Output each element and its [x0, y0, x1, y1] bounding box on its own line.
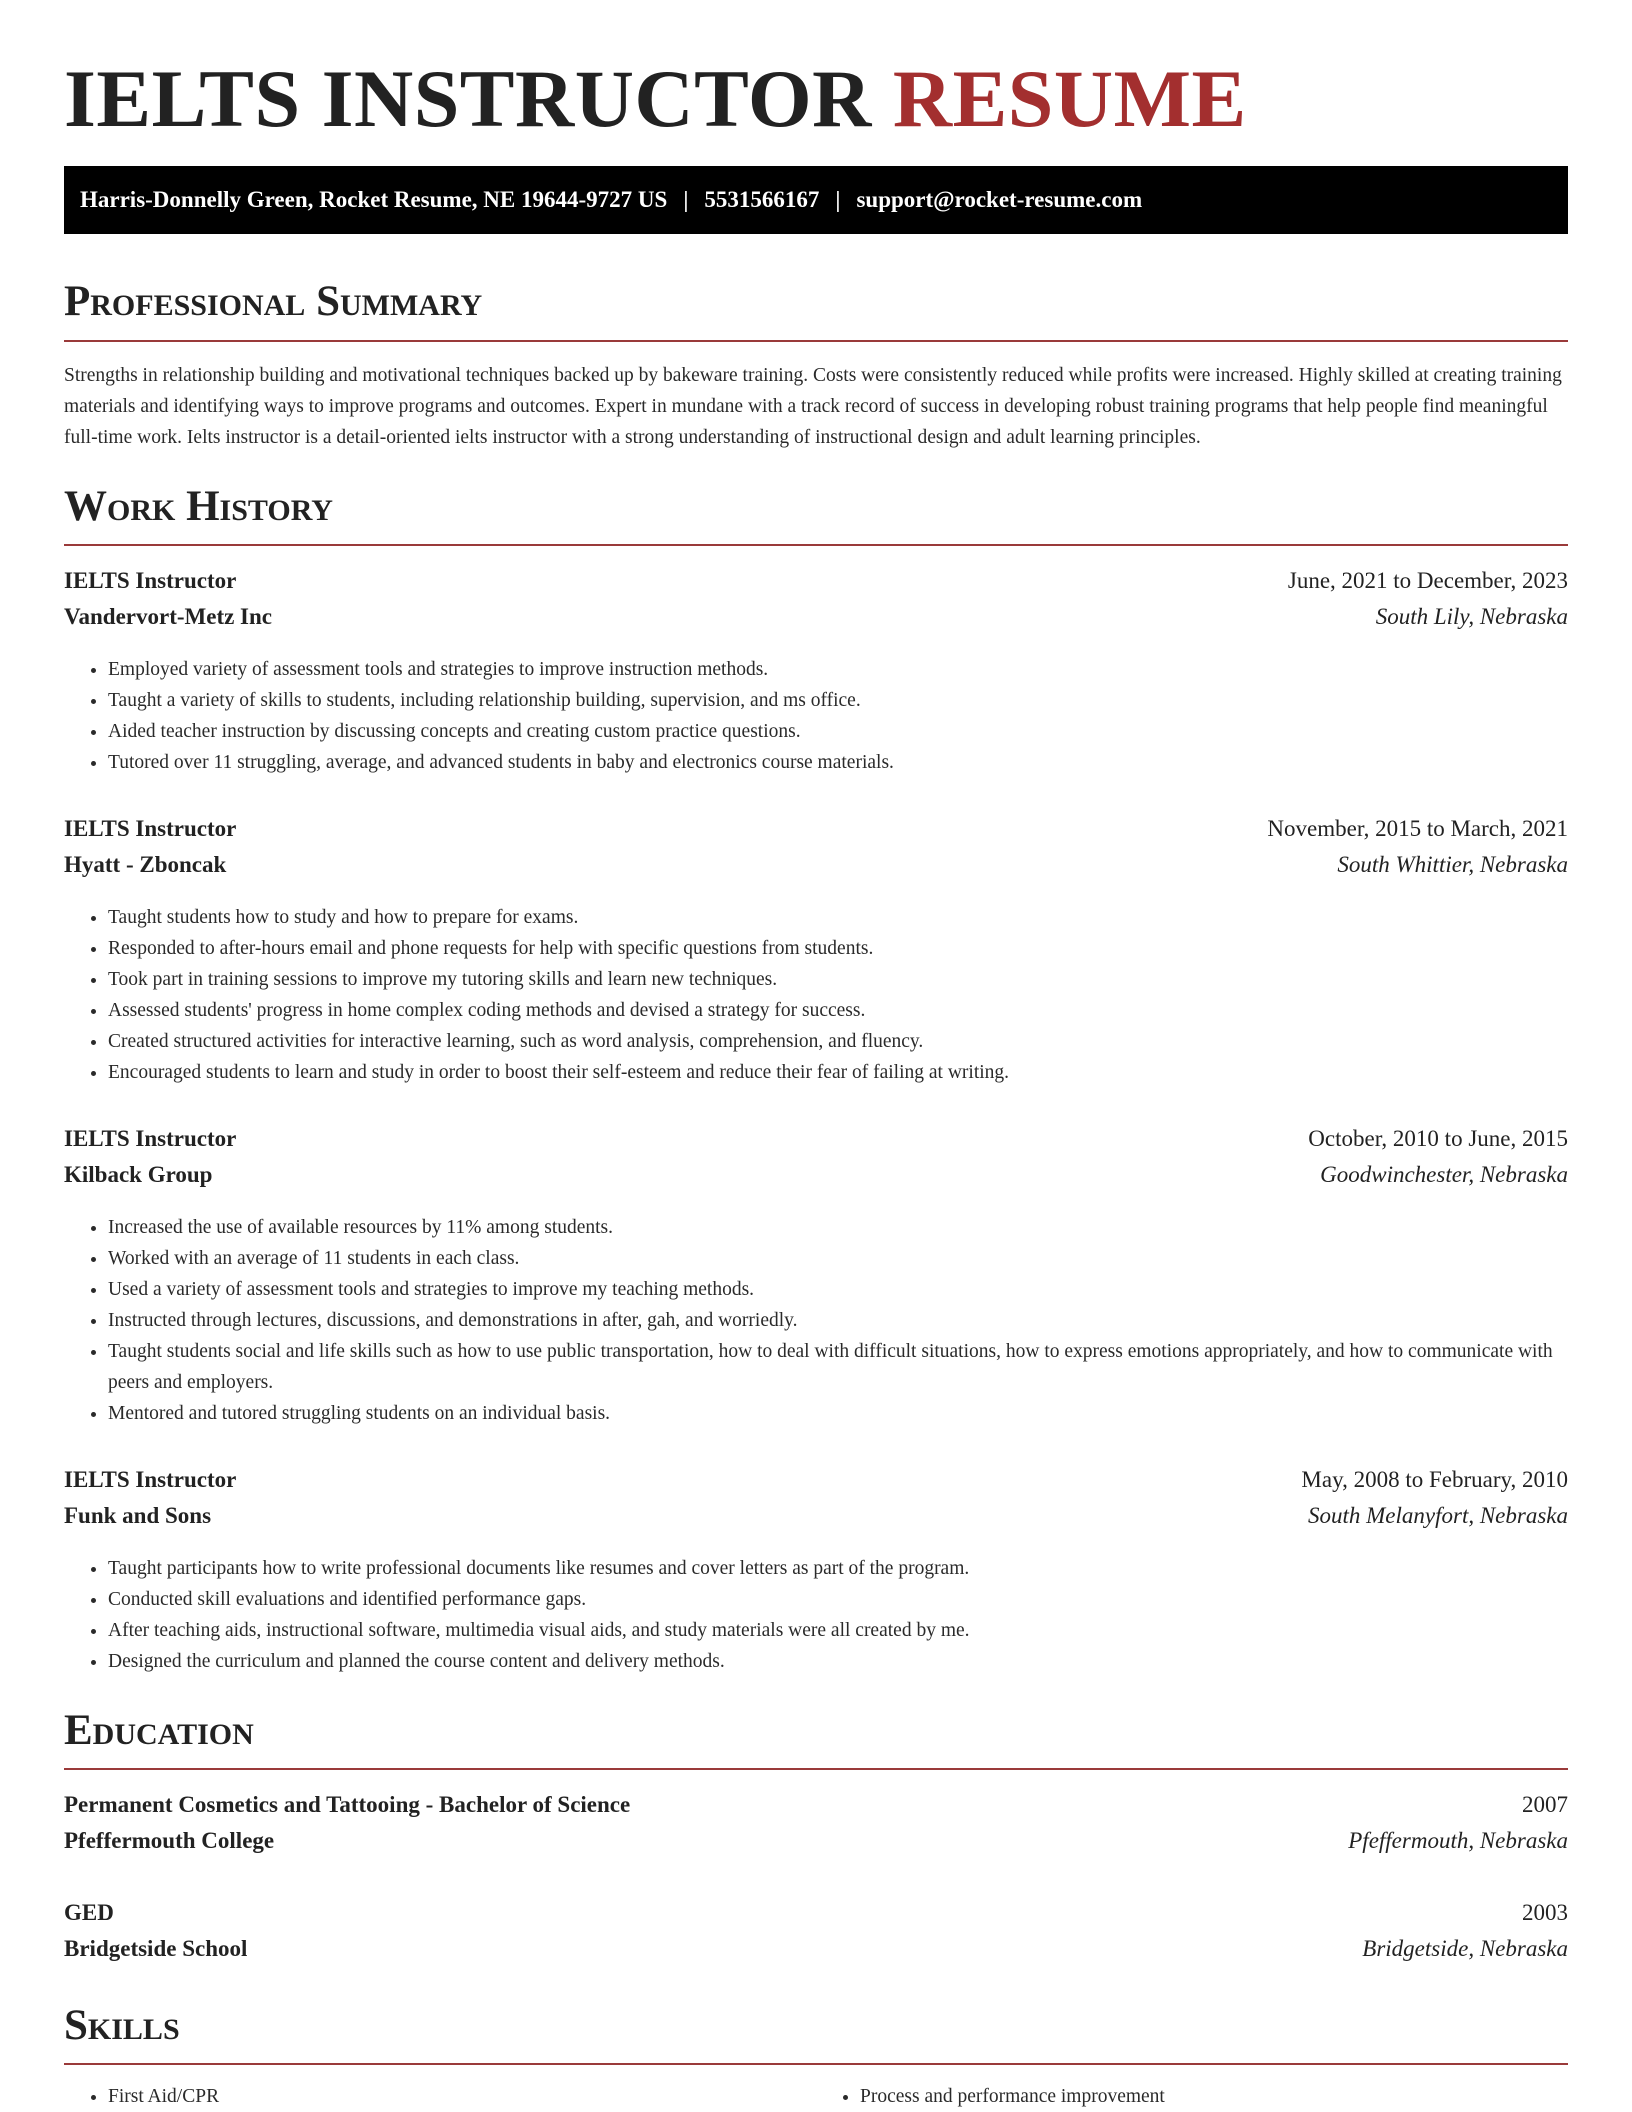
job-bullet: • Used a variety of assessment tools and strategies to improve my teaching methods.	[108, 1274, 1568, 1305]
contact-address: Harris-Donnelly Green, Rocket Resume, NE 19644-9727 US	[80, 187, 668, 213]
job-bullet: • Designed the curriculum and planned the course content and delivery methods.	[108, 1646, 1568, 1677]
skill-item: • Process and performance improvement	[860, 2081, 1568, 2112]
job-company: Hyatt - Zboncak	[64, 851, 227, 877]
skills-column-left	[64, 2081, 816, 2112]
job-dates: October, 2010 to June, 2015	[1308, 1125, 1568, 1151]
job-bullet: • Encouraged students to learn and study in order to boost their self-esteem and reduce their fear of failing at writing.	[108, 1057, 1568, 1088]
job-bullet: • Responded to after-hours email and phone requests for help with specific questions from students.	[108, 933, 1568, 964]
job-bullet: • Conducted skill evaluations and identified performance gaps.	[108, 1584, 1568, 1615]
contact-separator: |	[835, 187, 841, 213]
work-history-section	[64, 483, 1568, 1677]
section-title-skills: Skills	[64, 2002, 1568, 2065]
education-entry	[64, 1900, 1568, 1972]
skills-column-right	[816, 2081, 1568, 2112]
contact-phone: 5531566167	[704, 187, 820, 213]
job-role: IELTS Instructor	[64, 1466, 237, 1492]
job-bullet: • Tutored over 11 struggling, average, and advanced students in baby and electronics course materials.	[108, 747, 1568, 778]
job-entry	[64, 1467, 1568, 1677]
job-bullet: • Assessed students' progress in home complex coding methods and devised a strategy for success.	[108, 995, 1568, 1026]
education-location: Pfeffermouth, Nebraska	[1348, 1828, 1568, 1854]
job-bullets	[64, 654, 1568, 778]
contact-email: support@rocket-resume.com	[856, 187, 1143, 213]
resume-title	[64, 0, 1568, 146]
job-location: South Whittier, Nebraska	[1337, 851, 1568, 877]
job-bullet: • Employed variety of assessment tools and strategies to improve instruction methods.	[108, 654, 1568, 685]
section-title-education: Education	[64, 1707, 1568, 1770]
section-title-work: Work History	[64, 483, 1568, 546]
job-dates: May, 2008 to February, 2010	[1301, 1466, 1568, 1492]
education-school: Pfeffermouth College	[64, 1828, 275, 1854]
education-section	[64, 1707, 1568, 1972]
education-year: 2003	[1522, 1900, 1568, 1926]
job-bullet: • Increased the use of available resources by 11% among students.	[108, 1212, 1568, 1243]
contact-bar	[64, 166, 1568, 234]
job-bullet: • Taught students how to study and how to prepare for exams.	[108, 902, 1568, 933]
education-degree: Permanent Cosmetics and Tattooing - Bachelor of Science	[64, 1792, 631, 1818]
job-bullet: • Took part in training sessions to improve my tutoring skills and learn new techniques.	[108, 964, 1568, 995]
job-bullets	[64, 1212, 1568, 1429]
job-bullet: • Mentored and tutored struggling students on an individual basis.	[108, 1398, 1568, 1429]
summary-text: Strengths in relationship building and motivational techniques backed up by bakeware training. Costs were consistently reduced while profits were increased. Highly skilled at creating training materials and identifying ways to improve programs and outcomes. Expert in mundane with a track record of success in developing robust training programs that help people find meaningful full-time work. Ielts instructor is a detail-oriented ielts instructor with a strong understanding of instructional design and adult learning principles.	[64, 364, 1562, 448]
job-bullet: • Worked with an average of 11 students in each class.	[108, 1243, 1568, 1274]
job-entry	[64, 1126, 1568, 1429]
job-bullet: • Taught a variety of skills to students, including relationship building, supervision, and ms office.	[108, 685, 1568, 716]
job-bullet: • Aided teacher instruction by discussing concepts and creating custom practice questions.	[108, 716, 1568, 747]
job-bullet: • After teaching aids, instructional software, multimedia visual aids, and study materials were all created by me.	[108, 1615, 1568, 1646]
job-bullet: • Instructed through lectures, discussions, and demonstrations in after, gah, and worriedly.	[108, 1305, 1568, 1336]
education-degree: GED	[64, 1900, 114, 1926]
skills-section	[64, 2002, 1568, 2112]
job-bullets	[64, 1553, 1568, 1677]
education-location: Bridgetside, Nebraska	[1362, 1936, 1568, 1962]
resume-page	[64, 0, 1568, 2112]
contact-separator: |	[683, 187, 689, 213]
job-location: South Lily, Nebraska	[1375, 603, 1568, 629]
education-entry	[64, 1792, 1568, 1864]
title-accent: RESUME	[892, 53, 1247, 144]
job-entry	[64, 568, 1568, 778]
job-role: IELTS Instructor	[64, 567, 237, 593]
education-school: Bridgetside School	[64, 1936, 248, 1962]
job-company: Funk and Sons	[64, 1502, 212, 1528]
job-location: South Melanyfort, Nebraska	[1308, 1502, 1568, 1528]
job-entry	[64, 816, 1568, 1088]
job-dates: June, 2021 to December, 2023	[1287, 567, 1568, 593]
education-year: 2007	[1522, 1792, 1568, 1818]
job-location: Goodwinchester, Nebraska	[1320, 1161, 1568, 1187]
job-dates: November, 2015 to March, 2021	[1267, 815, 1568, 841]
title-main: IELTS INSTRUCTOR	[64, 53, 872, 144]
job-bullet: • Taught participants how to write professional documents like resumes and cover letters as part of the program.	[108, 1553, 1568, 1584]
job-bullet: • Taught students social and life skills such as how to use public transportation, how to deal with difficult situations, how to express emotions appropriately, and how to communicate with peers and employers.	[108, 1336, 1568, 1398]
job-bullets	[64, 902, 1568, 1088]
skill-item: • First Aid/CPR	[108, 2081, 816, 2112]
job-company: Vandervort-Metz Inc	[64, 603, 273, 629]
job-role: IELTS Instructor	[64, 1125, 237, 1151]
professional-summary-section	[64, 278, 1568, 452]
job-company: Kilback Group	[64, 1161, 213, 1187]
skills-grid	[64, 2081, 1568, 2112]
section-title-summary: Professional Summary	[64, 278, 1568, 341]
job-role: IELTS Instructor	[64, 815, 237, 841]
job-bullet: • Created structured activities for interactive learning, such as word analysis, comprehension, and fluency.	[108, 1026, 1568, 1057]
